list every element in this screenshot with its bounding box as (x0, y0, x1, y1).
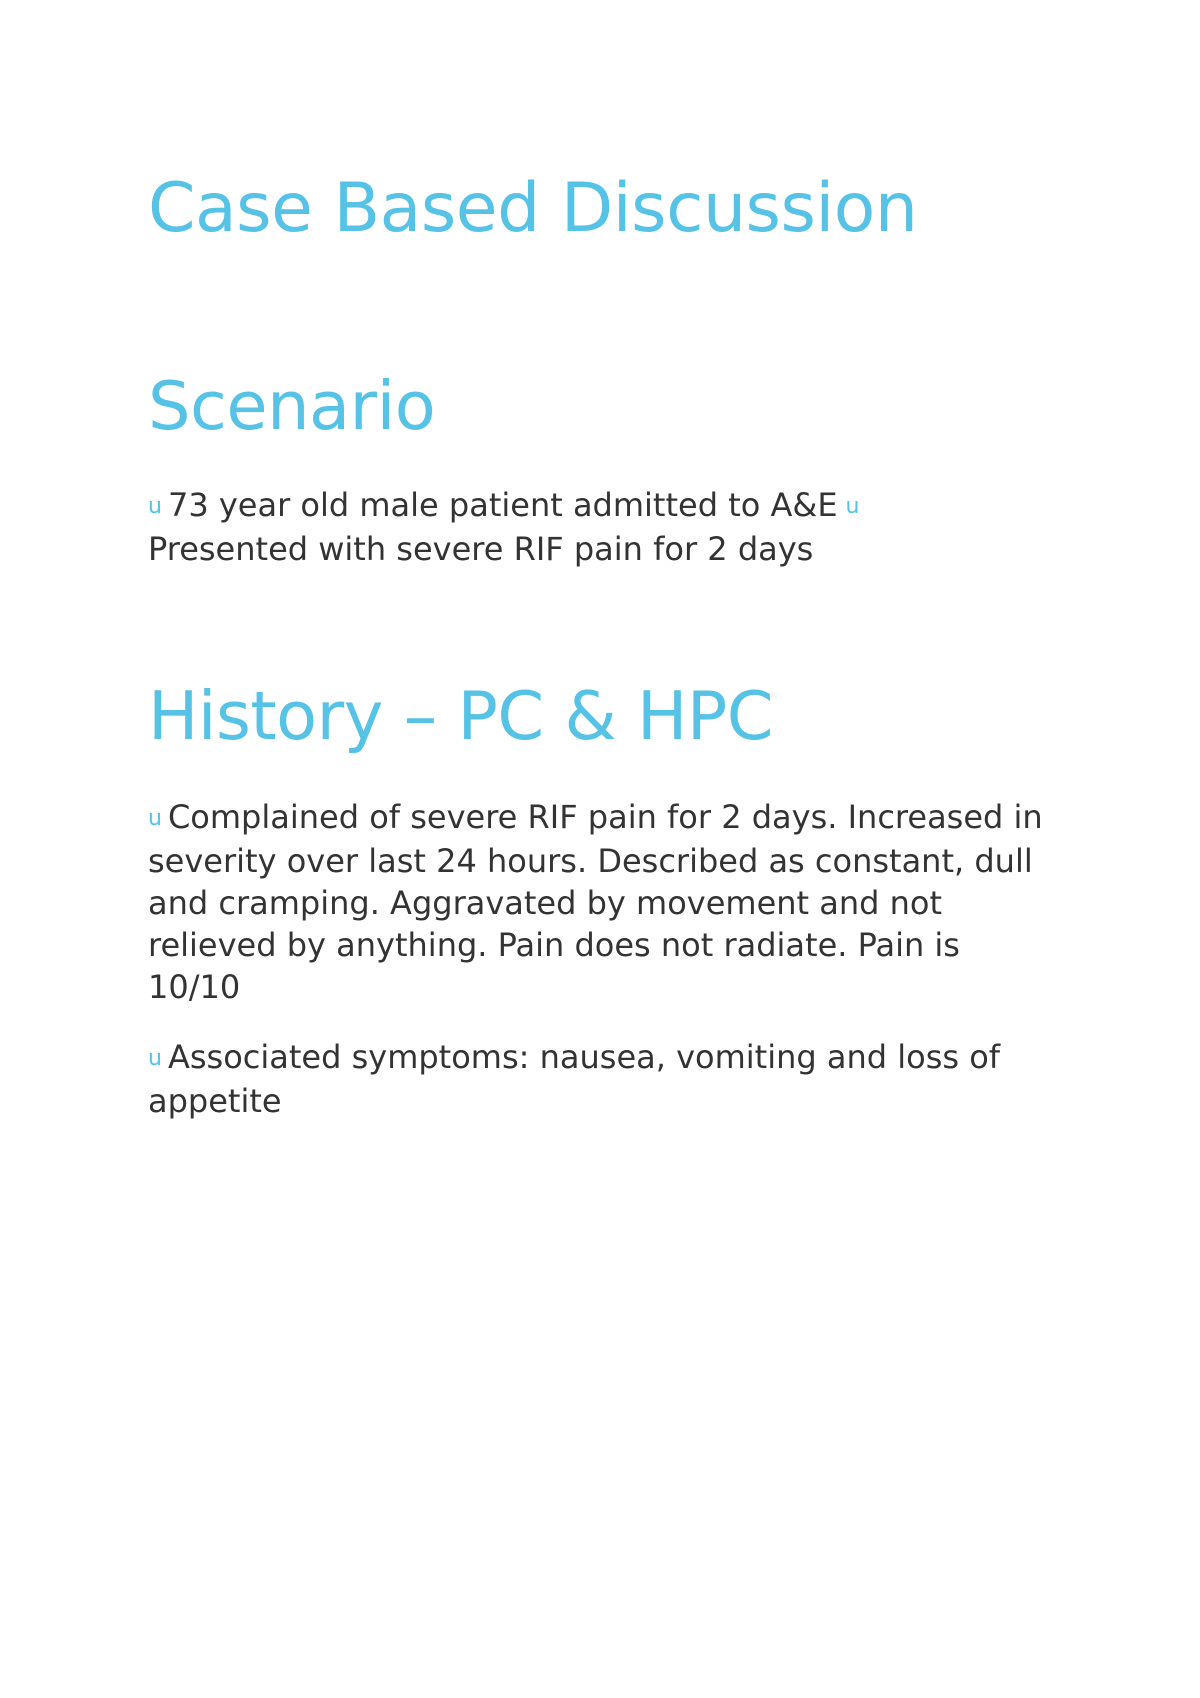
scenario-paragraph (148, 484, 1048, 570)
history-bullet-text: Associated symptoms: nausea, vomiting and loss of appetite (148, 1038, 1001, 1120)
history-bullet-item (148, 796, 1048, 1008)
section-heading-history: History – PC & HPC (148, 677, 774, 755)
document-title: Case Based Discussion (148, 169, 918, 248)
history-bullet-text: Complained of severe RIF pain for 2 days. Increased in severity over last 24 hours. Described as constant, dull and cramping. Aggravated by movement and not relieved by anything. Pain does not radiate. Pain is 10/10 (148, 798, 1043, 1006)
bullet-icon: u (845, 494, 860, 519)
scenario-line-2: Presented with severe RIF pain for 2 days (148, 530, 814, 568)
history-bullet-item (148, 1036, 1048, 1122)
bullet-icon: u (148, 1046, 162, 1071)
scenario-line-1: 73 year old male patient admitted to A&E (167, 486, 838, 524)
bullet-icon: u (148, 806, 162, 831)
section-heading-scenario: Scenario (148, 367, 436, 445)
bullet-icon: u (148, 494, 162, 519)
